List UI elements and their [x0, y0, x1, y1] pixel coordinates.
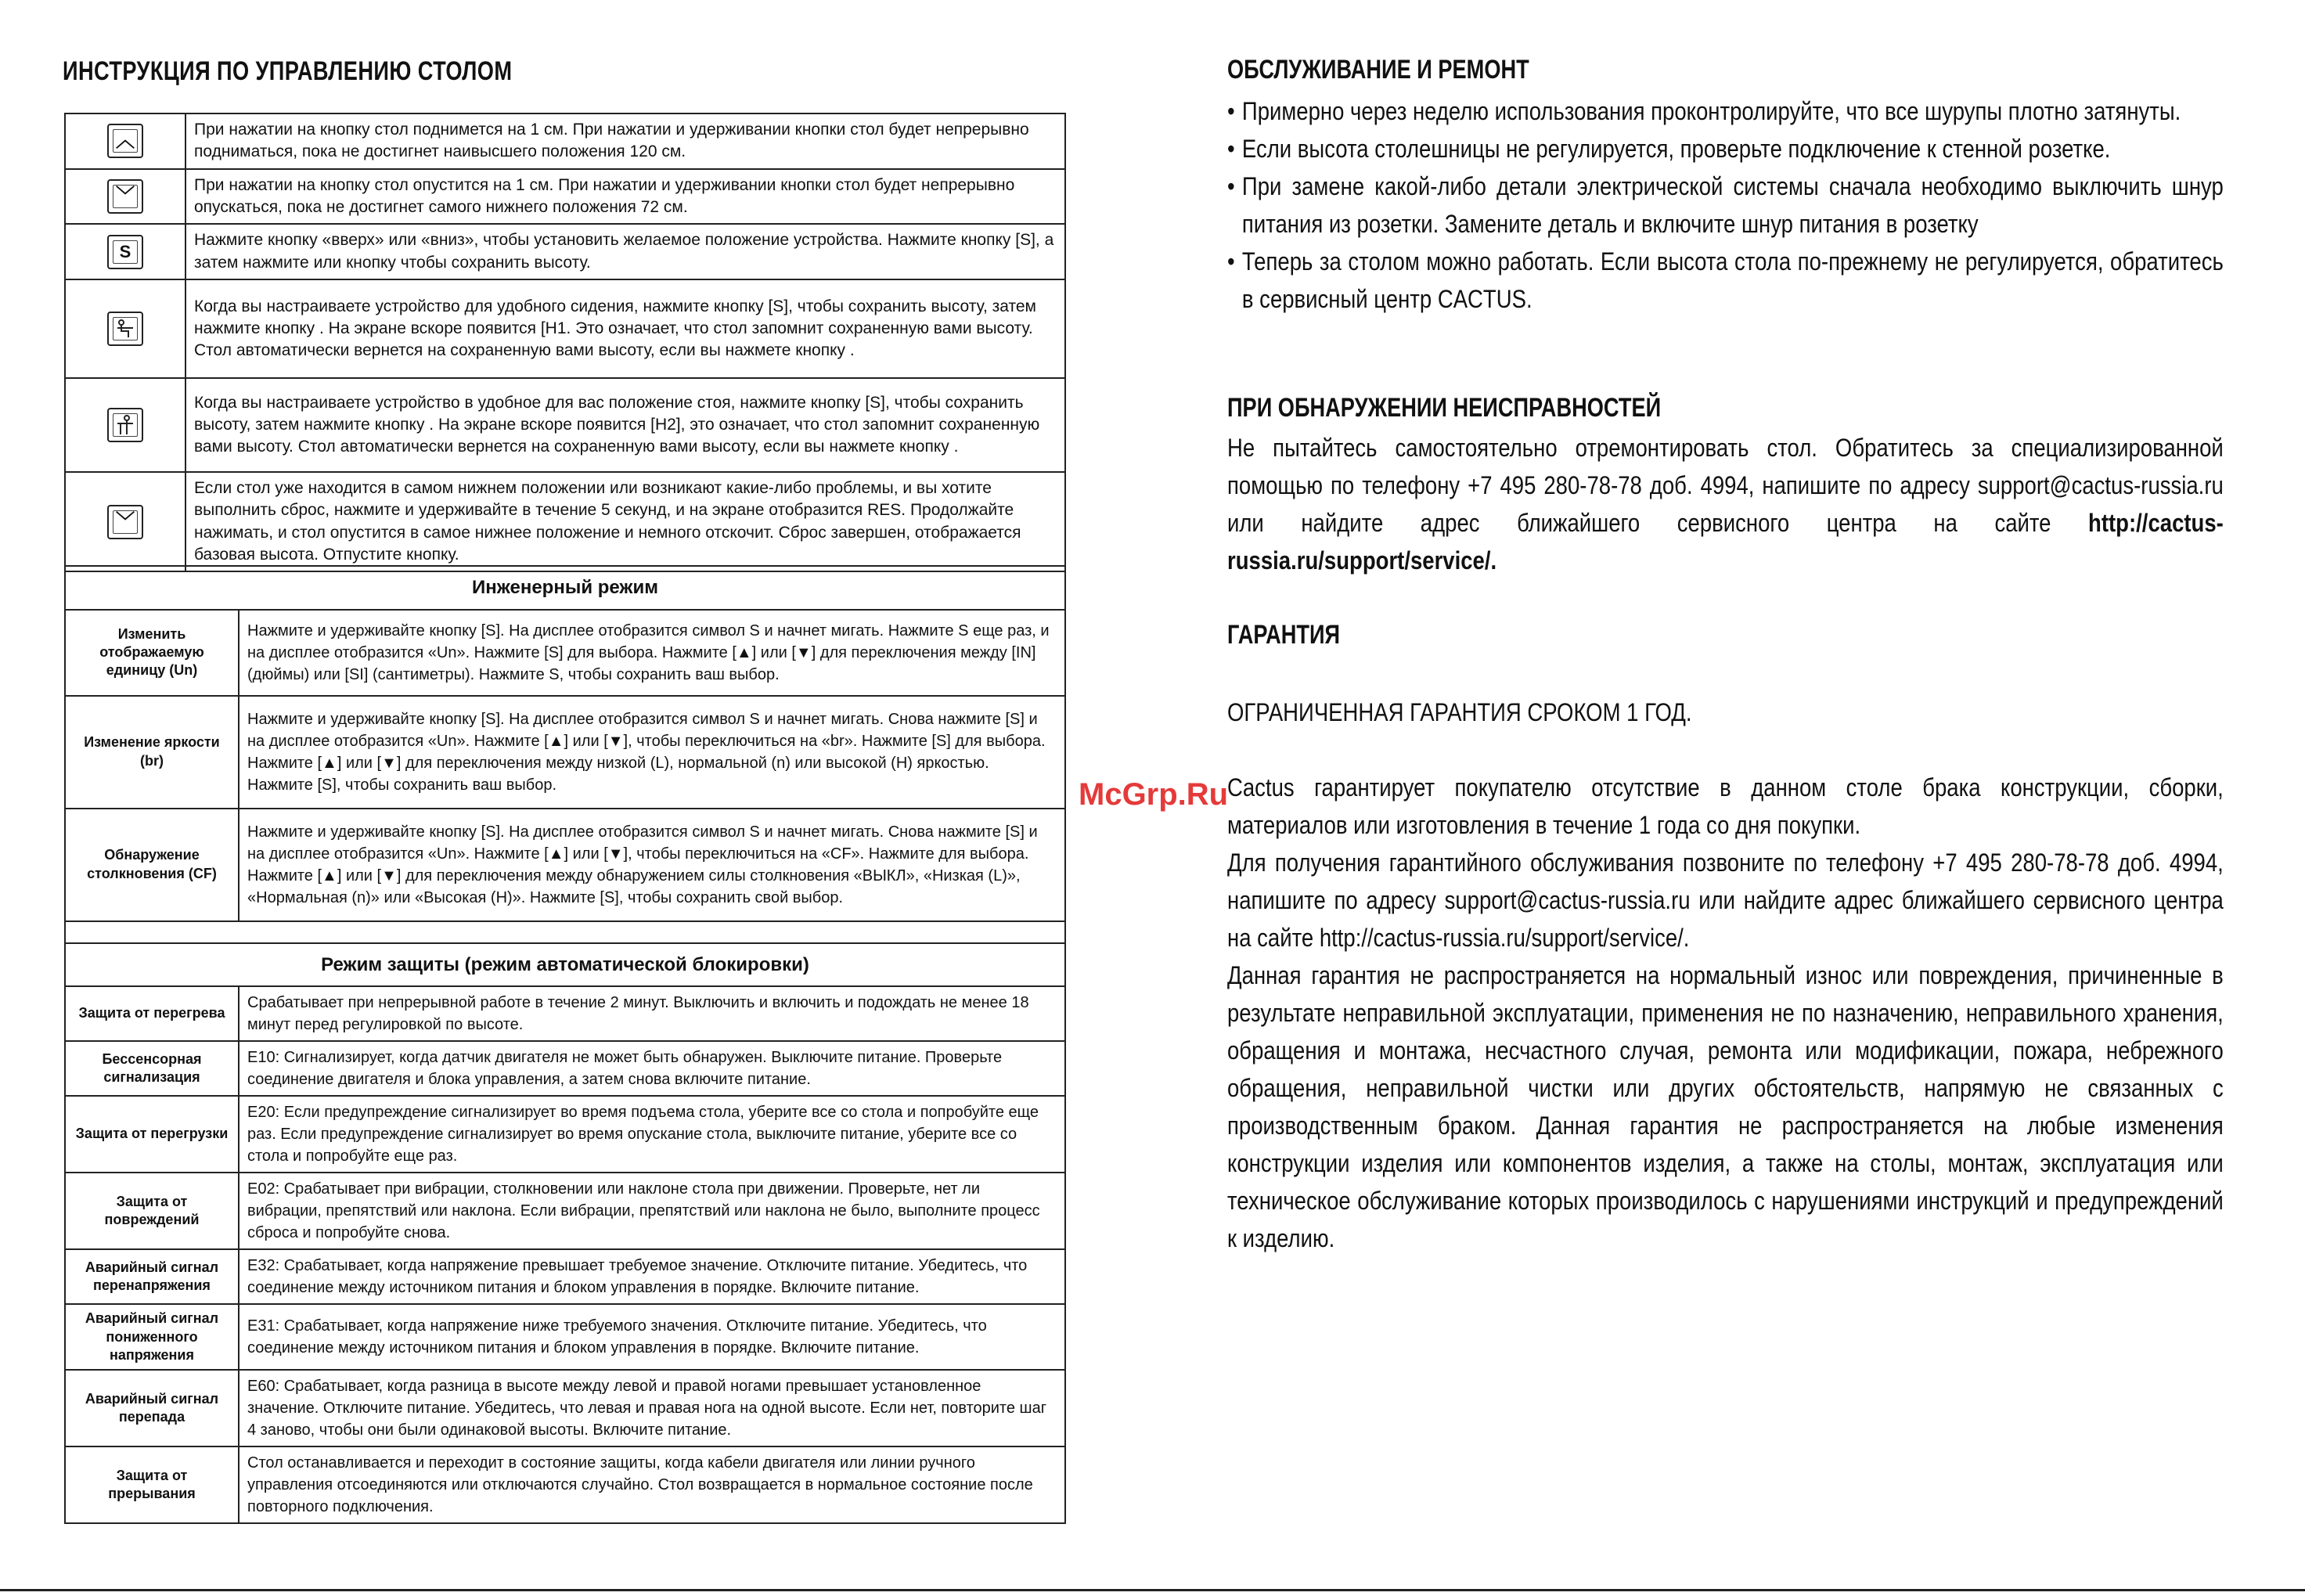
control-description: Когда вы настраиваете устройство в удобное для вас положение стоя, нажмите кнопку [S], чтобы сохранить высоту, затем нажмите кнопку . На экране вскоре появится [H2], это означает, что стол запомнит сохраненную вами высоту. Стол автоматически вернется на сохраненную вами высоту, если вы нажмете кнопку .	[185, 378, 1065, 472]
control-description: При нажатии на кнопку стол опустится на 1 см. При нажатии и удерживании кнопки стол будет непрерывно опускаться, пока не достигнет самого нижнего положения 72 см.	[185, 169, 1065, 225]
engineering-mode-header: Инженерный режим	[65, 566, 1065, 610]
row-text: Нажмите и удерживайте кнопку [S]. На дисплее отобразится символ S и начнет мигать. Нажмите S еще раз, и на дисплее отобразится «Un». Нажмите [S] для выбора. Нажмите [▲] или [▼] для переключения между [IN] (дюймы) или [SI] (сантиметры). Нажмите S, чтобы сохранить ваш выбор.	[239, 610, 1065, 696]
warranty-limited: ОГРАНИЧЕННАЯ ГАРАНТИЯ СРОКОМ 1 ГОД.	[1227, 698, 1692, 726]
row-text: Нажмите и удерживайте кнопку [S]. На дисплее отобразится символ S и начнет мигать. Снова нажмите [S] и на дисплее отобразится «Un». Нажмите [▲] или [▼], чтобы переключиться на «CF». Нажмите для выбора. Нажмите [▲] или [▼] для переключения между обнаружением силы столкновения «ВЫКЛ», «Низкая (L)», «Нормальная (n)» или «Высокая (H)». Нажмите [S], чтобы сохранить свой выбор.	[239, 809, 1065, 921]
row-text: Нажмите и удерживайте кнопку [S]. На дисплее отобразится символ S и начнет мигать. Снова нажмите [S] и на дисплее отобразится «Un». Нажмите [▲] или [▼], чтобы переключиться на «br». Нажмите [S] для выбора. Нажмите [▲] или [▼] для переключения между низкой (L), нормальной (n) или высокой (H) яркостью. Нажмите [S], чтобы сохранить ваш выбор.	[239, 696, 1065, 809]
table-row	[65, 1304, 1065, 1370]
row-text: E02: Срабатывает при вибрации, столкновении или наклоне стола при движении. Проверьте, нет ли вибрации, препятствий или наклона. Если вибрации, препятствий или наклона не было, выполните процесс сброса и попробуйте снова.	[239, 1173, 1065, 1249]
row-text: Стол останавливается и переходит в состояние защиты, когда кабели двигателя или линии ручного управления отсоединяются или отключаются случайно. Стол возвращается в нормальное состояние после повторного подключения.	[239, 1446, 1065, 1523]
list-item: • При замене какой-либо детали электрической системы сначала необходимо выключить шнур питания из розетки. Замените деталь и включите шнур питания в розетку	[1227, 168, 2224, 243]
row-label: Защита от перегрева	[65, 986, 239, 1041]
warranty-paragraph: Данная гарантия не распространяется на нормальный износ или повреждения, причиненные в результате неправильной эксплуатации, применения не по назначению, неправильного хранения, обращения и монтажа, несчастного случая, ремонта или модификации, пожара, небрежного обращения, неправильной чистки или других обстоятельств, напрямую не связанных с производственным браком. Данная гарантия не распространяется на любые изменения конструкции изделия или компонентов изделия, а также на столы, монтаж, эксплуатация или техническое обслуживание которых производилось с нарушениями инструкций и предупреждений к изделию.	[1227, 961, 2224, 1252]
row-label: Защита от перегрузки	[65, 1096, 239, 1173]
list-item: • Примерно через неделю использования проконтролируйте, что все шурупы плотно затянуты.	[1227, 92, 2224, 130]
engineering-mode-table	[64, 565, 1066, 1524]
warranty-paragraph: Для получения гарантийного обслуживания позвоните по телефону +7 495 280-78-78 доб. 4994, напишите по адресу support@cactus-russia.ru или найдите адрес ближайшего сервисного центра на сайте http://cactus-russia.ru/support/service/.	[1227, 848, 2224, 952]
warranty-title: ГАРАНТИЯ	[1227, 620, 1341, 650]
row-text: E31: Срабатывает, когда напряжение ниже требуемого значения. Отключите питание. Убедитесь, что соединение между источником питания и блоком управления в порядке. Включите питание.	[239, 1304, 1065, 1370]
watermark: McGrp.Ru	[1079, 777, 1229, 812]
row-label: Аварийный сигнал перенапряжения	[65, 1249, 239, 1304]
row-text: E60: Срабатывает, когда разница в высоте между левой и правой ногами превышает установленное значение. Отключите питание. Убедитесь, что левая и правая нога на одной высоте. Если нет, повторите шаг 4 заново, чтобы они были одинаковой высоты. Включите питание.	[239, 1370, 1065, 1446]
down-arrow-icon: ﹀	[107, 505, 143, 539]
row-label: Бессенсорная сигнализация	[65, 1041, 239, 1096]
table-row	[65, 1041, 1065, 1096]
table-row	[65, 169, 1065, 225]
row-label: Изменение яркости (br)	[65, 696, 239, 809]
table-row	[65, 986, 1065, 1041]
service-link[interactable]: http://cactus-russia.ru/support/service/.	[1227, 509, 2224, 575]
table-row	[65, 378, 1065, 472]
down-arrow-icon: ﹀	[107, 179, 143, 214]
sitting-icon	[107, 312, 143, 346]
control-buttons-table	[64, 113, 1066, 572]
row-label: Изменить отображаемую единицу (Un)	[65, 610, 239, 696]
table-row	[65, 1446, 1065, 1523]
table-row	[65, 610, 1065, 696]
control-instructions-title: ИНСТРУКЦИЯ ПО УПРАВЛЕНИЮ СТОЛОМ	[63, 56, 513, 86]
row-text: E20: Если предупреждение сигнализирует во время подъема стола, уберите все со стола и попробуйте еще раз. Если предупреждение сигнализирует во время опускание стола, выключите питание, уберите все со стола и попробуйте еще раз.	[239, 1096, 1065, 1173]
row-text: E32: Срабатывает, когда напряжение превышает требуемое значение. Отключите питание. Убедитесь, что соединение между источником питания и блоком управления в порядке. Включите питание.	[239, 1249, 1065, 1304]
service-list	[1227, 92, 2224, 318]
row-label: Аварийный сигнал перепада	[65, 1370, 239, 1446]
table-row	[65, 224, 1065, 279]
row-text: E10: Сигнализирует, когда датчик двигателя не может быть обнаружен. Выключите питание. Проверьте соединение двигателя и блока управления, а затем снова включите питание.	[239, 1041, 1065, 1096]
control-description: При нажатии на кнопку стол поднимется на 1 см. При нажатии и удерживании кнопки стол будет непрерывно подниматься, пока не достигнет наивысшего положения 120 см.	[185, 113, 1065, 169]
row-label: Защита от повреждений	[65, 1173, 239, 1249]
table-row	[65, 1370, 1065, 1446]
table-row	[65, 696, 1065, 809]
list-item: • Если высота столешницы не регулируется, проверьте подключение к стенной розетке.	[1227, 130, 2224, 168]
control-description: Нажмите кнопку «вверх» или «вниз», чтобы установить желаемое положение устройства. Нажмите кнопку [S], а затем нажмите или кнопку чтобы сохранить высоту.	[185, 224, 1065, 279]
row-label: Аварийный сигнал пониженного напряжения	[65, 1304, 239, 1370]
row-label: Обнаружение столкновения (CF)	[65, 809, 239, 921]
row-label: Защита от прерывания	[65, 1446, 239, 1523]
table-row	[65, 279, 1065, 378]
fault-text: Не пытайтесь самостоятельно отремонтировать стол. Обратитесь за специализированной помощью по телефону +7 495 280-78-78 доб. 4994, напишите по адресу support@cactus-russia.ru или найдите адрес ближайшего сервисного центра на сайте	[1227, 434, 2224, 537]
service-title: ОБСЛУЖИВАНИЕ И РЕМОНТ	[1227, 55, 1529, 85]
standing-icon	[107, 408, 143, 442]
control-description: Если стол уже находится в самом нижнем положении или возникают какие-либо проблемы, и вы хотите выполнить сброс, нажмите и удерживайте в течение 5 секунд, и на экране отобразится RES. Продолжайте нажимать, и стол опустится в самое нижнее положение и немного отскочит. Сброс завершен, отображается базовая высота. Отпустите кнопку.	[185, 472, 1065, 571]
table-row	[65, 472, 1065, 571]
table-row	[65, 113, 1065, 169]
up-arrow-icon: ︿	[107, 124, 143, 158]
s-button-icon: S	[107, 235, 143, 269]
warranty-paragraph: Cactus гарантирует покупателю отсутствие в данном столе брака конструкции, сборки, материалов или изготовления в течение 1 года со дня покупки.	[1227, 773, 2224, 839]
table-row	[65, 1249, 1065, 1304]
page-divider	[0, 1589, 2305, 1591]
table-row	[65, 809, 1065, 921]
fault-title: ПРИ ОБНАРУЖЕНИИ НЕИСПРАВНОСТЕЙ	[1227, 393, 1662, 423]
list-item: • Теперь за столом можно работать. Если высота стола по-прежнему не регулируется, обратитесь в сервисный центр CACTUS.	[1227, 243, 2224, 318]
table-row	[65, 1173, 1065, 1249]
protection-mode-header: Режим защиты (режим автоматической блокировки)	[65, 943, 1065, 987]
row-text: Срабатывает при непрерывной работе в течение 2 минут. Выключить и включить и подождать не менее 18 минут перед регулировкой по высоте.	[239, 986, 1065, 1041]
table-row	[65, 1096, 1065, 1173]
control-description: Когда вы настраиваете устройство для удобного сидения, нажмите кнопку [S], чтобы сохранить высоту, затем нажмите кнопку . На экране вскоре появится [H1. Это означает, что стол запомнит сохраненную вами высоту. Стол автоматически вернется на сохраненную вами высоту, если вы нажмете кнопку .	[185, 279, 1065, 378]
